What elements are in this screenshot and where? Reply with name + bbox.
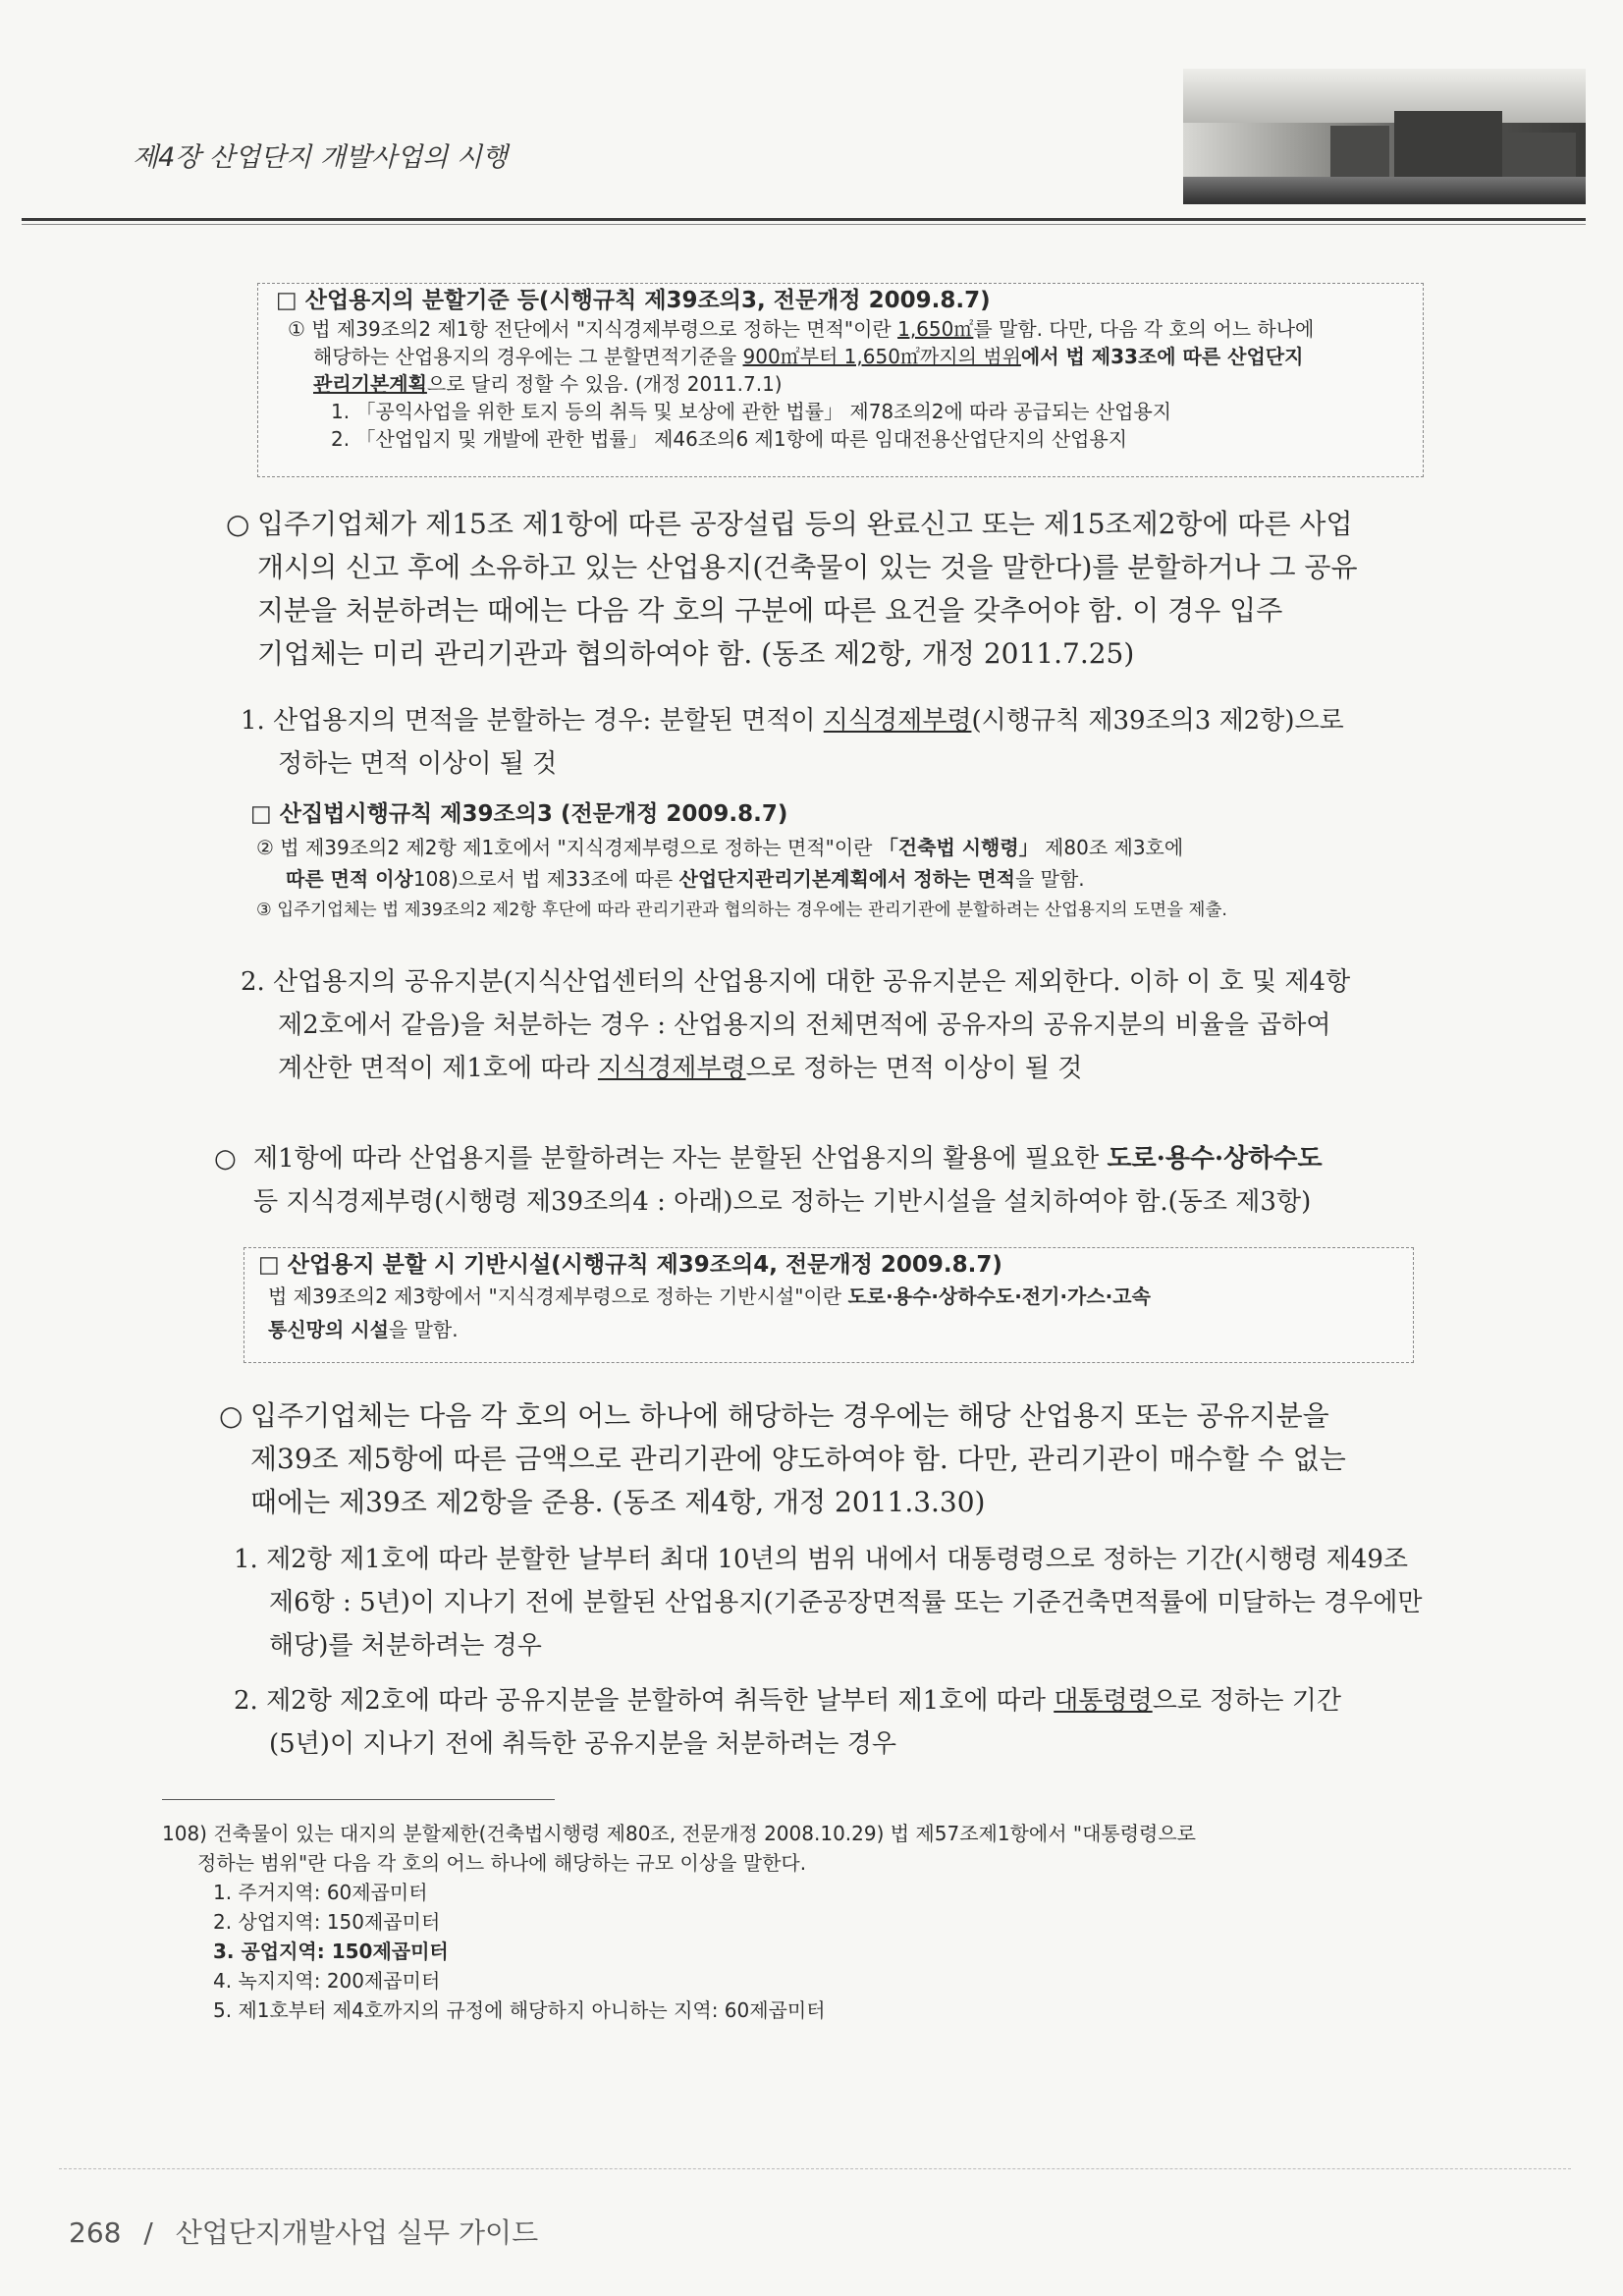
box-list-item: 1. 「공익사업을 위한 토지 등의 취득 및 보상에 관한 법률」 제78조의2에 따라 공급되는 산업용지 [331, 400, 1172, 423]
list-item: 1. 제2항 제1호에 따라 분할한 날부터 최대 10년의 범위 내에서 대통령령으로 정하는 기간(시행령 제49조 제6항 : 5년)이 지나기 전에 분할된 산업용지(기준공장면적률 또는 기준건축면적률에 미달하는 경우에만 해당)를 처분하려는 경우 [234, 1545, 1423, 1661]
box-list-item: 2. 「산업입지 및 개발에 관한 법률」 제46조의6 제1항에 따른 임대전용산업단지의 산업용지 [331, 427, 1128, 451]
bullet: ○ [226, 508, 250, 540]
paragraph-2: ○ 제1항에 따라 산업용지를 분할하려는 자는 분할된 산업용지의 활용에 필요한 도로·용수·상하수도 등 지식경제부령(시행령 제39조의4 : 아래)으로 정하는 기반시설을 설치하여야 함.(동조 제3항) [253, 1137, 1441, 1224]
header-rule [22, 218, 1586, 221]
rule-box-infrastructure: □ 산업용지 분할 시 기반시설(시행규칙 제39조의4, 전문개정 2009.8.7) 법 제39조의2 제3항에서 "지식경제부령으로 정하는 기반시설"이란 도로·용수·상하수도·전기·가스·고속 통신망의 시설을 말함. [243, 1247, 1414, 1363]
list-item: 2. 산업용지의 공유지분(지식산업센터의 산업용지에 대한 공유지분은 제외한다. 이하 이 호 및 제4항 제2호에서 같음)을 처분하는 경우 : 산업용지의 전체면적에 공유자의 공유지분의 비율을 곱하여 계산한 면적이 제1호에 따라 지식경제부령으로 정하는 면적 이상이 될 것 [241, 967, 1351, 1083]
book-title: 산업단지개발사업 실무 가이드 [175, 2216, 539, 2249]
paragraph-3: ○ 입주기업체는 다음 각 호의 어느 하나에 해당하는 경우에는 해당 산업용지 또는 공유지분을 제39조 제5항에 따른 금액으로 관리기관에 양도하여야 함. 다만, 관리기관이 매수할 수 없는 때에는 제39조 제2항을 준용. (동조 제4항, 개정 2011.3.30) [250, 1394, 1438, 1524]
paragraph-1: ○ 입주기업체가 제15조 제1항에 따른 공장설립 등의 완료신고 또는 제15조제2항에 따른 사업 개시의 신고 후에 소유하고 있는 산업용지(건축물이 있는 것을 말한다)를 분할하거나 그 공유 지분을 처분하려는 때에는 다음 각 호의 구분에 따른 요건을 갖추어야 함. 이 경우 입주 기업체는 미리 관리기관과 협의하여야 함. (동조 제2항, 개정 2011.7.25) [257, 503, 1435, 676]
header-rule-thin [22, 224, 1586, 225]
chapter-title: 제4장 산업단지 개발사업의 시행 [133, 142, 508, 173]
box-title: □ 산업용지의 분할기준 등(시행규칙 제39조의3, 전문개정 2009.8.7) [276, 288, 991, 313]
inset-rule: □ 산집법시행규칙 제39조의3 (전문개정 2009.8.7) ② 법 제39조의2 제2항 제1호에서 "지식경제부령으로 정하는 면적"이란 「건축법 시행령」 제80조 제3호에 따른 면적 이상108)으로서 법 제33조에 따른 산업단지관리기본계획에서 정하는 면적을 말함. ③ 입주기업체는 법 제39조의2 제2항 후단에 따라 관리기관과 협의하는 경우에는 관리기관에 분할하려는 산업용지의 도면을 제출. [250, 795, 1438, 926]
footer-divider [59, 2168, 1571, 2169]
footnote: 108) 건축물이 있는 대지의 분할제한(건축법시행령 제80조, 전문개정 2008.10.29) 법 제57조제1항에서 "대통령령으로 정하는 범위"란 다음 각 호의 어느 하나에 해당하는 규모 이상을 말한다. 1. 주거지역: 60제곱미터 2. 상업지역: 150제곱미터 3. 공업지역: 150제곱미터 4. 녹지지역: 200제곱미터 5. 제1호부터 제4호까지의 규정에 해당하지 아니하는 지역: 60제곱미터 [162, 1822, 1197, 2022]
page-footer: 268 / 산업단지개발사업 실무 가이드 [69, 2216, 539, 2249]
rule-box-split-criteria: □ 산업용지의 분할기준 등(시행규칙 제39조의3, 전문개정 2009.8.7) ① 법 제39조의2 제1항 전단에서 "지식경제부령으로 정하는 면적"이란 1,650㎡를 말함. 다만, 다음 각 호의 어느 하나에 해당하는 산업용지의 경우에는 그 분할면적기준을 900㎡부터 1,650㎡까지의 범위에서 법 제33조에 따른 산업단지 관리기본계획으로 달리 정할 수 있음. (개정 2011.7.1) 1. 「공익사업을 위한 토지 등의 취득 및 보상에 관한 법률」 제78조의2에 따라 공급되는 산업용지 2. 「산업입지 및 개발에 관한 법률」 제46조의6 제1항에 따른 임대전용산업단지의 산업용지 [257, 283, 1424, 477]
bullet: ○ [214, 1144, 237, 1174]
header-photo [1183, 69, 1586, 204]
footnote-rule [162, 1799, 555, 1800]
bullet: ○ [219, 1399, 243, 1432]
list-item: 2. 제2항 제2호에 따라 공유지분을 분할하여 취득한 날부터 제1호에 따라 대통령령으로 정하는 기간 (5년)이 지나기 전에 취득한 공유지분을 처분하려는 경우 [234, 1686, 1342, 1759]
inset-title: □ 산집법시행규칙 제39조의3 (전문개정 2009.8.7) [250, 801, 788, 827]
page-number: 268 [69, 2216, 122, 2249]
list-item: 1. 산업용지의 면적을 분할하는 경우: 분할된 면적이 지식경제부령(시행규칙 제39조의3 제2항)으로 정하는 면적 이상이 될 것 [241, 706, 1344, 779]
box-title: □ 산업용지 분할 시 기반시설(시행규칙 제39조의4, 전문개정 2009.8.7) [258, 1252, 1002, 1278]
